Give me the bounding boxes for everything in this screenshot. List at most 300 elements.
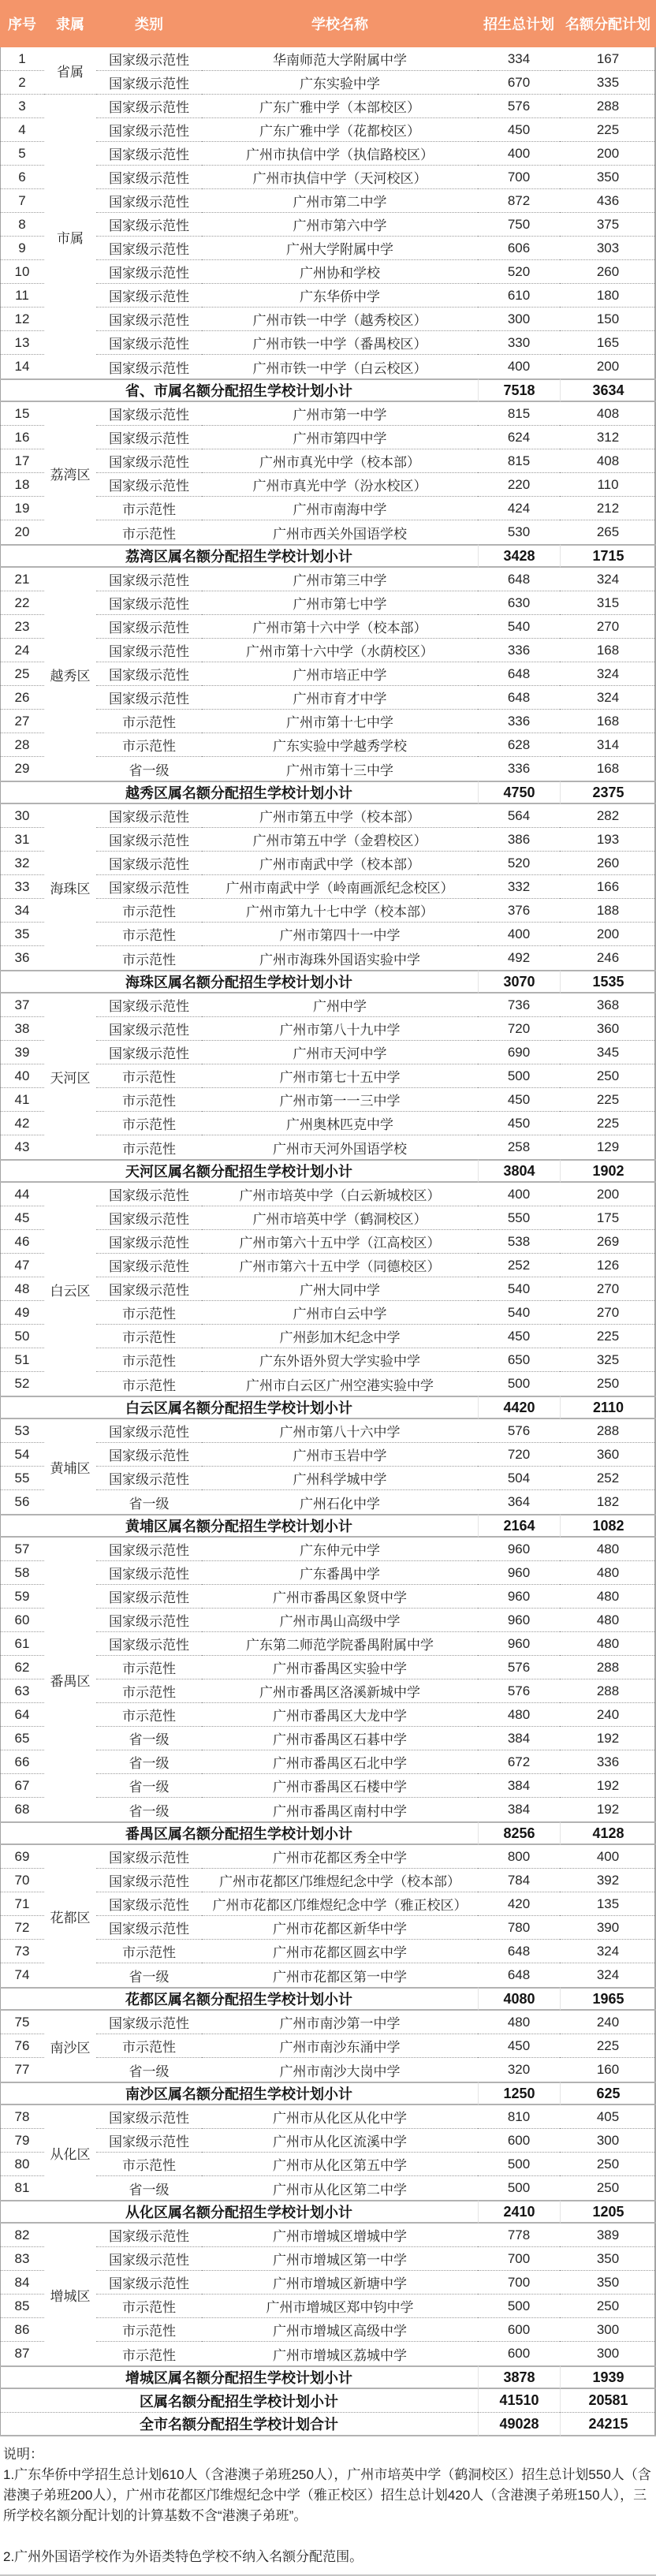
total-plan-cell: 480 [478, 2011, 560, 2034]
category-cell: 市示范性 [122, 526, 176, 542]
category-cell: 市示范性 [96, 2153, 202, 2176]
row-number-cell: 24 [0, 639, 44, 662]
affiliation-cell: 荔湾区 [50, 467, 91, 483]
row-number-cell: 87 [14, 2346, 30, 2361]
total-plan-cell: 500 [507, 1376, 531, 1391]
school-name-cell: 广东华侨中学 [202, 284, 478, 308]
row-number-cell: 37 [0, 993, 44, 1017]
subtotal-quota-plan: 2375 [560, 781, 656, 804]
header-school-name: 学校名称 [311, 17, 368, 32]
category-cell: 省一级 [129, 762, 170, 778]
header-total-plan: 招生总计划 [483, 17, 554, 32]
school-name-cell: 广州市南海中学 [202, 497, 478, 520]
row-number-cell: 67 [0, 1774, 44, 1798]
category-cell: 国家级示范性 [96, 1538, 202, 1561]
category-cell: 国家级示范性 [96, 804, 202, 828]
category-cell: 市示范性 [96, 1679, 202, 1703]
quota-plan-cell: 408 [560, 402, 656, 426]
category-cell: 国家级示范性 [96, 308, 202, 331]
row-number-cell: 79 [0, 2129, 44, 2153]
school-name-cell: 广州奥林匹克中学 [202, 1112, 478, 1135]
category-cell: 国家级示范性 [96, 615, 202, 639]
school-name-cell: 广州市番禺区象贤中学 [202, 1585, 478, 1609]
quota-plan-cell: 260 [560, 260, 656, 284]
school-name-cell: 广州市第七中学 [202, 591, 478, 615]
category-cell: 国家级示范性 [96, 213, 202, 237]
quota-plan-cell: 324 [560, 568, 656, 591]
row-number-cell: 55 [0, 1467, 44, 1490]
subtotal-label: 增城区属名额分配招生学校计划小计 [0, 2365, 478, 2389]
category-cell: 国家级示范性 [96, 1017, 202, 1041]
subtotal-total-plan: 1250 [478, 2082, 560, 2105]
total-plan-cell: 500 [478, 2153, 560, 2176]
row-number-cell: 71 [0, 1892, 44, 1916]
quota-plan-cell: 480 [560, 1585, 656, 1609]
category-cell: 国家级示范性 [96, 331, 202, 355]
notes-section [0, 2436, 656, 2576]
quota-plan-cell: 288 [560, 1679, 656, 1703]
quota-plan-cell: 480 [560, 1561, 656, 1585]
school-name-cell: 广州市南沙东涌中学 [202, 2034, 478, 2058]
category-cell: 国家级示范性 [96, 473, 202, 497]
quota-plan-cell: 324 [560, 662, 656, 686]
row-number-cell: 80 [0, 2153, 44, 2176]
quota-plan-cell: 336 [560, 1750, 656, 1774]
category-cell: 国家级示范性 [96, 1206, 202, 1230]
row-number-cell: 29 [14, 761, 30, 776]
row-number-cell: 10 [0, 260, 44, 284]
quota-plan-cell: 225 [560, 1325, 656, 1348]
total-plan-cell: 778 [478, 2224, 560, 2247]
category-cell: 国家级示范性 [96, 1254, 202, 1277]
school-name-cell: 广东广雅中学（花都校区） [202, 118, 478, 142]
row-number-cell: 15 [0, 402, 44, 426]
category-cell: 市示范性 [96, 1656, 202, 1679]
school-name-cell: 广州市花都区新华中学 [202, 1916, 478, 1940]
quota-plan-cell: 360 [560, 1017, 656, 1041]
school-name-cell: 广州科学城中学 [202, 1467, 478, 1490]
quota-plan-cell: 240 [560, 1703, 656, 1727]
school-name-cell: 广州市第七十五中学 [202, 1064, 478, 1088]
total-plan-cell: 538 [478, 1230, 560, 1254]
quota-plan-cell: 225 [560, 1088, 656, 1112]
school-name-cell: 广东第二师范学院番禺附属中学 [202, 1632, 478, 1656]
row-number-cell: 69 [0, 1845, 44, 1869]
category-cell: 省一级 [96, 1727, 202, 1750]
subtotal-quota-plan: 625 [560, 2082, 656, 2105]
grand-total-label: 区属名额分配招生学校计划小计 [0, 2389, 478, 2413]
school-name-cell: 广州市从化区第二中学 [273, 2182, 407, 2198]
table-body [0, 47, 656, 2436]
school-name-cell: 广州市第九十七中学（校本部） [202, 899, 478, 923]
category-cell: 国家级示范性 [96, 284, 202, 308]
category-cell: 国家级示范性 [96, 2224, 202, 2247]
quota-plan-cell: 389 [560, 2224, 656, 2247]
total-plan-cell: 336 [478, 710, 560, 733]
row-number-cell: 84 [0, 2271, 44, 2295]
total-plan-cell: 500 [478, 1064, 560, 1088]
quota-plan-cell: 300 [560, 2318, 656, 2342]
affiliation-cell: 越秀区 [50, 668, 91, 684]
school-name-cell: 广州市花都区秀全中学 [202, 1845, 478, 1869]
school-name-cell: 广州市南沙第一中学 [202, 2011, 478, 2034]
total-plan-cell: 384 [507, 1802, 531, 1817]
quota-plan-cell: 250 [560, 1064, 656, 1088]
row-number-cell: 31 [0, 828, 44, 852]
quota-plan-cell: 175 [560, 1206, 656, 1230]
quota-plan-cell: 282 [560, 804, 656, 828]
total-plan-cell: 600 [478, 2318, 560, 2342]
total-plan-cell: 815 [478, 449, 560, 473]
subtotal-total-plan: 3428 [478, 544, 560, 568]
category-cell: 省一级 [129, 1803, 170, 1819]
school-name-cell: 广州市铁一中学（越秀校区） [202, 308, 478, 331]
quota-plan-cell: 350 [560, 166, 656, 189]
category-cell: 国家级示范性 [96, 686, 202, 710]
category-cell: 市示范性 [96, 710, 202, 733]
total-plan-cell: 540 [478, 615, 560, 639]
quota-plan-cell: 200 [560, 1183, 656, 1206]
quota-plan-cell: 192 [596, 1802, 620, 1817]
category-cell: 市示范性 [96, 1112, 202, 1135]
category-cell: 国家级示范性 [96, 1585, 202, 1609]
total-plan-cell: 720 [478, 1443, 560, 1467]
row-number-cell: 41 [0, 1088, 44, 1112]
quota-plan-cell: 300 [560, 2129, 656, 2153]
category-cell: 国家级示范性 [96, 1443, 202, 1467]
school-name-cell: 广州市培英中学（鹤洞校区） [202, 1206, 478, 1230]
school-name-cell: 广州市禺山高级中学 [202, 1609, 478, 1632]
school-name-cell: 广州市第六中学 [202, 213, 478, 237]
quota-plan-cell: 400 [560, 1845, 656, 1869]
category-cell: 国家级示范性 [96, 591, 202, 615]
school-name-cell: 广州市第五中学（金碧校区） [202, 828, 478, 852]
row-number-cell: 85 [0, 2295, 44, 2318]
total-plan-cell: 960 [478, 1632, 560, 1656]
quota-plan-cell: 126 [560, 1254, 656, 1277]
subtotal-total-plan: 3804 [478, 1159, 560, 1183]
category-cell: 国家级示范性 [96, 189, 202, 213]
quota-plan-cell: 250 [560, 2295, 656, 2318]
row-number-cell: 48 [0, 1277, 44, 1301]
row-number-cell: 36 [14, 950, 30, 965]
school-name-cell: 广州市从化区流溪中学 [202, 2129, 478, 2153]
quota-plan-cell: 165 [560, 331, 656, 355]
category-cell: 国家级示范性 [96, 1277, 202, 1301]
quota-plan-cell: 480 [560, 1538, 656, 1561]
quota-plan-cell: 390 [560, 1916, 656, 1940]
subtotal-total-plan: 8256 [478, 1821, 560, 1845]
category-cell: 市示范性 [96, 899, 202, 923]
school-name-cell: 广州市育才中学 [202, 686, 478, 710]
school-name-cell: 广州大同中学 [202, 1277, 478, 1301]
affiliation-cell: 白云区 [50, 1283, 91, 1299]
subtotal-label: 花都区属名额分配招生学校计划小计 [0, 1987, 478, 2011]
row-number-cell: 16 [0, 426, 44, 449]
row-number-cell: 47 [0, 1254, 44, 1277]
category-cell: 省一级 [129, 2182, 170, 2198]
affiliation-cell: 市属 [57, 230, 84, 246]
category-cell: 省一级 [129, 2063, 170, 2079]
total-plan-cell: 700 [478, 166, 560, 189]
quota-plan-cell: 182 [596, 1494, 620, 1509]
quota-plan-cell: 270 [560, 615, 656, 639]
quota-plan-cell: 350 [560, 2271, 656, 2295]
category-cell: 国家级示范性 [96, 47, 202, 71]
school-name-cell: 广州市培正中学 [202, 662, 478, 686]
school-name-cell: 广州市第十三中学 [286, 762, 393, 778]
header-affiliation: 隶属 [56, 17, 84, 32]
quota-plan-cell: 252 [560, 1467, 656, 1490]
affiliation-cell: 省属 [44, 47, 96, 95]
row-number-cell: 28 [0, 733, 44, 757]
school-name-cell: 广州市白云中学 [202, 1301, 478, 1325]
grand-total-total-plan: 49028 [478, 2413, 560, 2436]
subtotal-quota-plan: 1535 [560, 970, 656, 993]
quota-plan-cell: 250 [560, 2153, 656, 2176]
total-plan-cell: 610 [478, 284, 560, 308]
school-name-cell: 广州市第六十五中学（江高校区） [202, 1230, 478, 1254]
total-plan-cell: 672 [478, 1750, 560, 1774]
subtotal-quota-plan: 4128 [560, 1821, 656, 1845]
school-name-cell: 广州市第一一三中学 [202, 1088, 478, 1112]
quota-plan-cell: 405 [560, 2105, 656, 2129]
category-cell: 市示范性 [96, 1064, 202, 1088]
subtotal-total-plan: 4420 [478, 1396, 560, 1419]
row-number-cell: 6 [0, 166, 44, 189]
row-number-cell: 70 [0, 1869, 44, 1892]
total-plan-cell: 600 [507, 2346, 531, 2361]
row-number-cell: 58 [0, 1561, 44, 1585]
school-name-cell: 广州市番禺区大龙中学 [202, 1703, 478, 1727]
quota-plan-cell: 200 [560, 142, 656, 166]
total-plan-cell: 450 [478, 1088, 560, 1112]
row-number-cell: 57 [0, 1538, 44, 1561]
quota-plan-cell: 345 [560, 1041, 656, 1064]
total-plan-cell: 540 [478, 1277, 560, 1301]
school-name-cell: 广州市南沙大岗中学 [279, 2063, 401, 2079]
school-name-cell: 广州大学附属中学 [202, 237, 478, 260]
school-name-cell: 广州市增城区增城中学 [202, 2224, 478, 2247]
quota-plan-cell: 160 [596, 2062, 620, 2077]
subtotal-total-plan: 2164 [478, 1514, 560, 1538]
school-name-cell: 广东实验中学 [202, 71, 478, 95]
row-number-cell: 38 [0, 1017, 44, 1041]
quota-plan-cell: 368 [560, 993, 656, 1017]
category-cell: 市示范性 [96, 733, 202, 757]
category-cell: 市示范性 [96, 1348, 202, 1372]
category-cell: 市示范性 [96, 497, 202, 520]
row-number-cell: 19 [0, 497, 44, 520]
total-plan-cell: 960 [478, 1585, 560, 1609]
quota-plan-cell: 324 [560, 686, 656, 710]
quota-plan-cell: 265 [596, 524, 620, 539]
school-name-cell: 广州市增城区新塘中学 [202, 2271, 478, 2295]
total-plan-cell: 450 [478, 1325, 560, 1348]
subtotal-label: 海珠区属名额分配招生学校计划小计 [0, 970, 478, 993]
quota-plan-cell: 315 [560, 591, 656, 615]
table-header [0, 0, 656, 47]
total-plan-cell: 784 [478, 1869, 560, 1892]
row-number-cell: 30 [0, 804, 44, 828]
quota-plan-cell: 303 [560, 237, 656, 260]
school-name-cell: 广州彭加木纪念中学 [202, 1325, 478, 1348]
subtotal-total-plan: 2410 [478, 2200, 560, 2224]
school-name-cell: 广州市西关外国语学校 [273, 526, 407, 542]
category-cell: 国家级示范性 [96, 828, 202, 852]
quota-plan-cell: 375 [560, 213, 656, 237]
category-cell: 国家级示范性 [96, 1869, 202, 1892]
total-plan-cell: 648 [507, 1967, 531, 1982]
total-plan-cell: 576 [478, 1419, 560, 1443]
category-cell: 市示范性 [122, 1377, 176, 1393]
category-cell: 国家级示范性 [96, 95, 202, 118]
total-plan-cell: 220 [478, 473, 560, 497]
quota-plan-cell: 325 [560, 1348, 656, 1372]
quota-plan-cell: 300 [596, 2346, 620, 2361]
quota-plan-cell: 167 [560, 47, 656, 71]
category-cell: 国家级示范性 [96, 260, 202, 284]
affiliation-cell: 海珠区 [50, 881, 91, 897]
row-number-cell: 82 [0, 2224, 44, 2247]
quota-plan-cell: 129 [596, 1139, 620, 1154]
row-number-cell: 12 [0, 308, 44, 331]
category-cell: 省一级 [129, 1496, 170, 1512]
category-cell: 市示范性 [96, 2318, 202, 2342]
subtotal-quota-plan: 2110 [560, 1396, 656, 1419]
affiliation-cell: 番禺区 [50, 1673, 91, 1689]
school-name-cell: 广州市第五中学（校本部） [202, 804, 478, 828]
category-cell: 市示范性 [96, 1301, 202, 1325]
quota-plan-cell: 269 [560, 1230, 656, 1254]
row-number-cell: 60 [0, 1609, 44, 1632]
total-plan-cell: 500 [507, 2180, 531, 2195]
school-name-cell: 广州市第十六中学（校本部） [202, 615, 478, 639]
row-number-cell: 2 [0, 71, 44, 95]
row-number-cell: 74 [14, 1967, 30, 1982]
notes-title: 说明： [3, 2447, 43, 2462]
total-plan-cell: 384 [478, 1774, 560, 1798]
row-number-cell: 27 [0, 710, 44, 733]
row-number-cell: 32 [0, 852, 44, 875]
row-number-cell: 50 [0, 1325, 44, 1348]
total-plan-cell: 450 [478, 1112, 560, 1135]
quota-plan-cell: 480 [560, 1609, 656, 1632]
school-name-cell: 广东仲元中学 [202, 1538, 478, 1561]
subtotal-label: 番禺区属名额分配招生学校计划小计 [0, 1821, 478, 1845]
school-name-cell: 广州市白云区广州空港实验中学 [246, 1377, 434, 1393]
subtotal-total-plan: 7518 [478, 378, 560, 402]
school-name-cell: 华南师范大学附属中学 [202, 47, 478, 71]
quota-plan-cell: 180 [560, 284, 656, 308]
total-plan-cell: 334 [478, 47, 560, 71]
total-plan-cell: 520 [478, 260, 560, 284]
total-plan-cell: 630 [478, 591, 560, 615]
category-cell: 国家级示范性 [96, 1916, 202, 1940]
total-plan-cell: 400 [478, 923, 560, 946]
school-name-cell: 广州市番禺区石碁中学 [202, 1727, 478, 1750]
subtotal-quota-plan: 1082 [560, 1514, 656, 1538]
quota-plan-cell: 110 [560, 473, 656, 497]
total-plan-cell: 504 [478, 1467, 560, 1490]
category-cell: 国家级示范性 [96, 993, 202, 1017]
quota-plan-cell: 288 [560, 1419, 656, 1443]
quota-plan-cell: 392 [560, 1869, 656, 1892]
school-name-cell: 广州市真光中学（校本部） [202, 449, 478, 473]
school-name-cell: 广州市真光中学（汾水校区） [202, 473, 478, 497]
row-number-cell: 86 [0, 2318, 44, 2342]
school-name-cell: 广州市花都区邝维煜纪念中学（校本部） [202, 1869, 478, 1892]
school-name-cell: 广州市增城区荔城中学 [273, 2347, 407, 2363]
subtotal-quota-plan: 1965 [560, 1987, 656, 2011]
school-name-cell: 广州协和学校 [202, 260, 478, 284]
total-plan-cell: 300 [478, 308, 560, 331]
total-plan-cell: 258 [507, 1139, 531, 1154]
affiliation-cell: 天河区 [50, 1070, 91, 1086]
school-name-cell: 广州市铁一中学（白云校区） [252, 360, 427, 376]
quota-plan-cell: 192 [560, 1774, 656, 1798]
row-number-cell: 4 [0, 118, 44, 142]
category-cell: 省一级 [129, 1969, 170, 1985]
quota-plan-cell: 168 [596, 761, 620, 776]
school-name-cell: 广东番禺中学 [202, 1561, 478, 1585]
row-number-cell: 44 [0, 1183, 44, 1206]
school-name-cell: 广州市第十六中学（水荫校区） [202, 639, 478, 662]
row-number-cell: 56 [14, 1494, 30, 1509]
school-name-cell: 广州市花都区第一中学 [273, 1969, 407, 1985]
total-plan-cell: 564 [478, 804, 560, 828]
row-number-cell: 76 [0, 2034, 44, 2058]
category-cell: 省一级 [96, 1774, 202, 1798]
row-number-cell: 13 [0, 331, 44, 355]
category-cell: 国家级示范性 [96, 2247, 202, 2271]
header-quota-plan: 名额分配计划 [565, 17, 650, 32]
row-number-cell: 61 [0, 1632, 44, 1656]
row-number-cell: 83 [0, 2247, 44, 2271]
row-number-cell: 53 [0, 1419, 44, 1443]
category-cell: 国家级示范性 [96, 2105, 202, 2129]
grand-total-total-plan: 41510 [478, 2389, 560, 2413]
quota-plan-cell: 250 [596, 1376, 620, 1391]
subtotal-total-plan: 4080 [478, 1987, 560, 2011]
quota-plan-cell: 270 [560, 1301, 656, 1325]
subtotal-label: 白云区属名额分配招生学校计划小计 [0, 1396, 478, 1419]
quota-plan-cell: 200 [596, 359, 620, 374]
row-number-cell: 17 [0, 449, 44, 473]
quota-plan-cell: 168 [560, 710, 656, 733]
quota-plan-cell: 314 [560, 733, 656, 757]
subtotal-label: 黄埔区属名额分配招生学校计划小计 [0, 1514, 478, 1538]
school-name-cell: 广州市海珠外国语实验中学 [259, 952, 420, 967]
quota-plan-cell: 225 [560, 2034, 656, 2058]
total-plan-cell: 492 [507, 950, 531, 965]
row-number-cell: 33 [0, 875, 44, 899]
row-number-cell: 35 [0, 923, 44, 946]
total-plan-cell: 520 [478, 852, 560, 875]
total-plan-cell: 400 [507, 359, 531, 374]
school-name-cell: 广州市番禺区南村中学 [273, 1803, 407, 1819]
category-cell: 国家级示范性 [96, 1230, 202, 1254]
total-plan-cell: 450 [478, 2034, 560, 2058]
row-number-cell: 54 [0, 1443, 44, 1467]
row-number-cell: 68 [14, 1802, 30, 1817]
category-cell: 市示范性 [96, 1325, 202, 1348]
subtotal-quota-plan: 3634 [560, 378, 656, 402]
subtotal-quota-plan: 1902 [560, 1159, 656, 1183]
total-plan-cell: 648 [478, 686, 560, 710]
row-number-cell: 49 [0, 1301, 44, 1325]
quota-plan-cell: 225 [560, 118, 656, 142]
